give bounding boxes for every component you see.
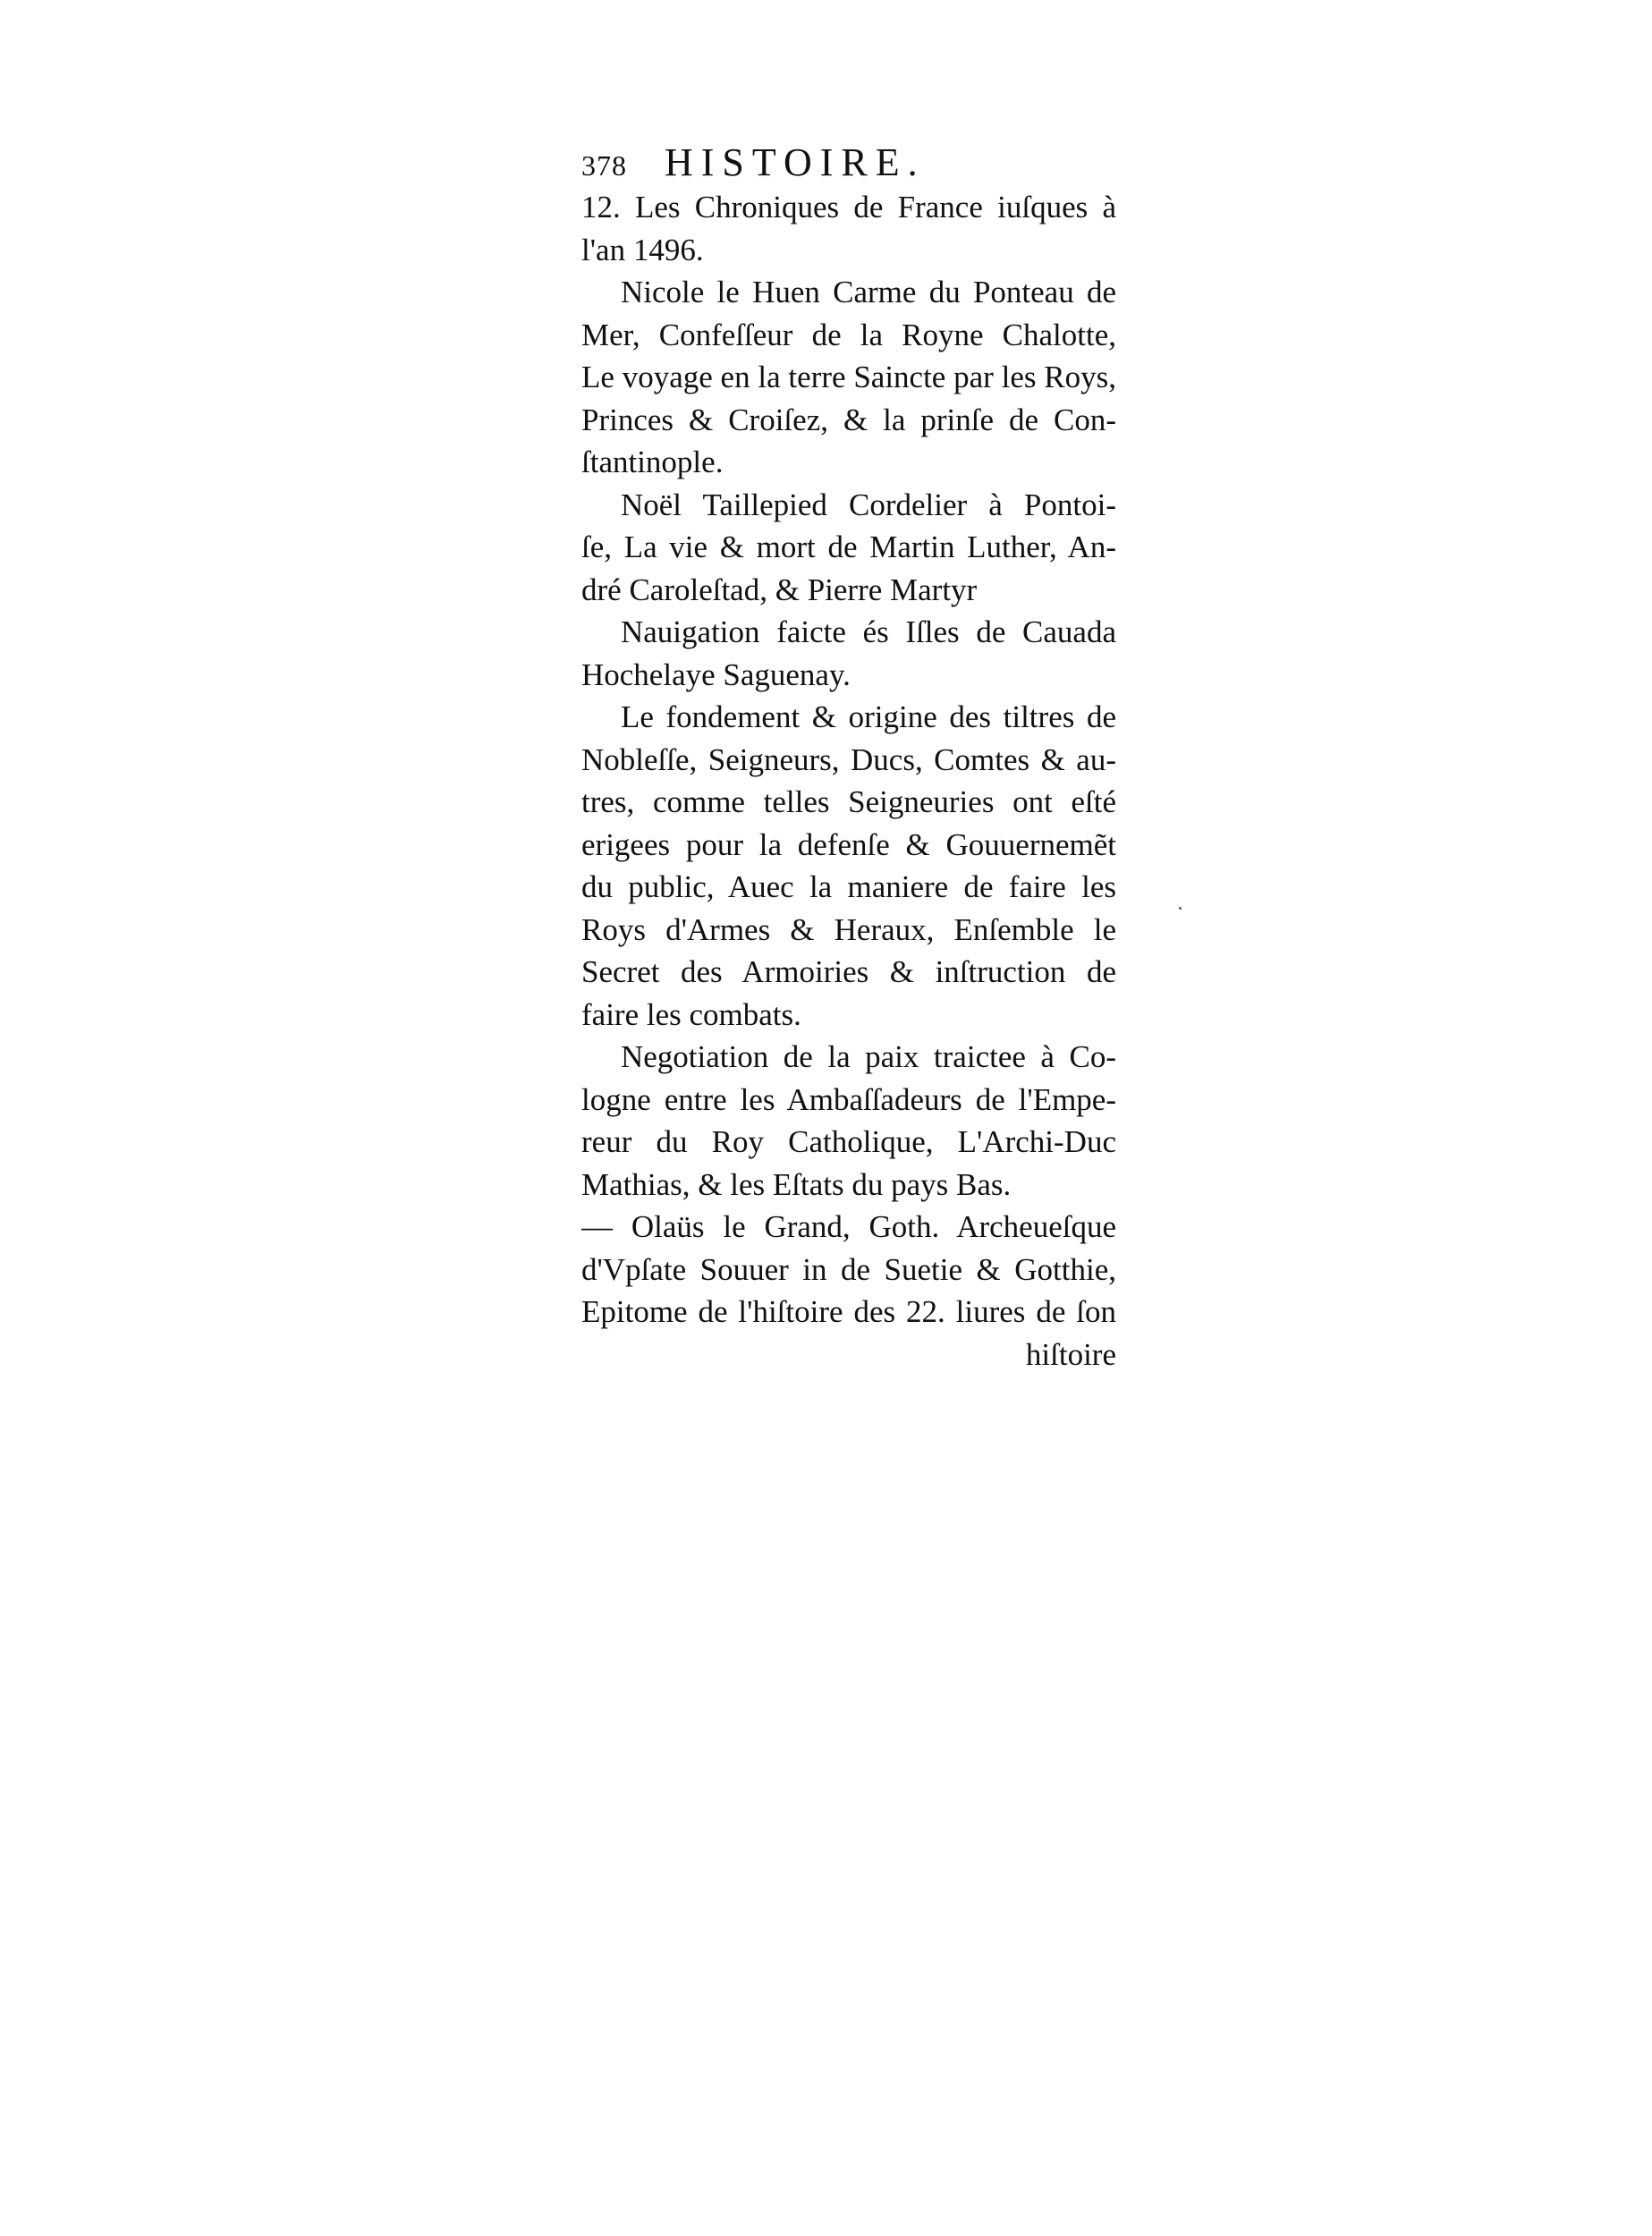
text-line: Mathias, & les Eſtats du pays Bas. — [581, 1166, 1012, 1202]
text-line: dré Caroleſtad, & Pierre Martyr — [581, 572, 978, 607]
text-line: Noël Taillepied Cordelier à Pontoi- — [621, 487, 1116, 522]
text-line: du public, Auec la maniere de faire les — [581, 869, 1116, 904]
text-block — [581, 141, 1116, 1376]
text-line: ſtantinople. — [581, 445, 724, 479]
text-line: tres, comme telles Seigneuries ont eſté — [581, 784, 1116, 819]
text-line: d'Vpſate Souuer in de Suetie & Gotthie, — [581, 1251, 1116, 1287]
text-line: Le voyage en la terre Saincte par les Roys, — [581, 360, 1116, 394]
text-line: Negotiation de la paix traictee à Co- — [621, 1039, 1116, 1074]
text-line: erigees pour la defenſe & Gouuernemẽt — [581, 826, 1116, 862]
text-line: logne entre les Ambaſſadeurs de l'Empe- — [581, 1081, 1116, 1117]
text-line: — Olaüs le Grand, Goth. Archeueſque — [581, 1209, 1116, 1244]
text-line: reur du Roy Catholique, L'Archi-Duc — [581, 1124, 1116, 1159]
text-line: Nobleſſe, Seigneurs, Ducs, Comtes & au- — [581, 741, 1116, 777]
text-line: Hochelaye Saguenay. — [581, 656, 851, 692]
page-number: 378 — [581, 149, 627, 182]
running-head — [581, 141, 1116, 186]
text-line: l'an 1496. — [581, 232, 704, 267]
text-line: Nicole le Huen Carme du Ponteau de — [621, 275, 1116, 309]
text-line: Roys d'Armes & Heraux, Enſemble le — [581, 911, 1116, 947]
text-lines — [581, 186, 1116, 1376]
text-line: Nauigation faicte és Iſles de Cauada — [621, 614, 1116, 649]
text-line: Epitome de l'hiſtoire des 22. liures de ſon — [581, 1294, 1116, 1329]
text-line: faire les combats. — [581, 996, 801, 1032]
running-title: HISTOIRE. — [665, 140, 926, 184]
text-line: Mer, Confeſſeur de la Royne Chalotte, — [581, 317, 1116, 352]
text-line: ſe, La vie & mort de Martin Luther, An- — [581, 529, 1116, 564]
catchword: hiſtoire — [1025, 1336, 1116, 1372]
paper-speck — [1179, 907, 1182, 910]
text-line: Secret des Armoiries & inſtruction de — [581, 954, 1116, 989]
text-line: Le fondement & origine des tiltres de — [621, 699, 1116, 734]
text-line: 12. Les Chroniques de France iuſques à — [581, 190, 1116, 224]
text-line: Princes & Croiſez, & la prinſe de Con- — [581, 402, 1116, 437]
